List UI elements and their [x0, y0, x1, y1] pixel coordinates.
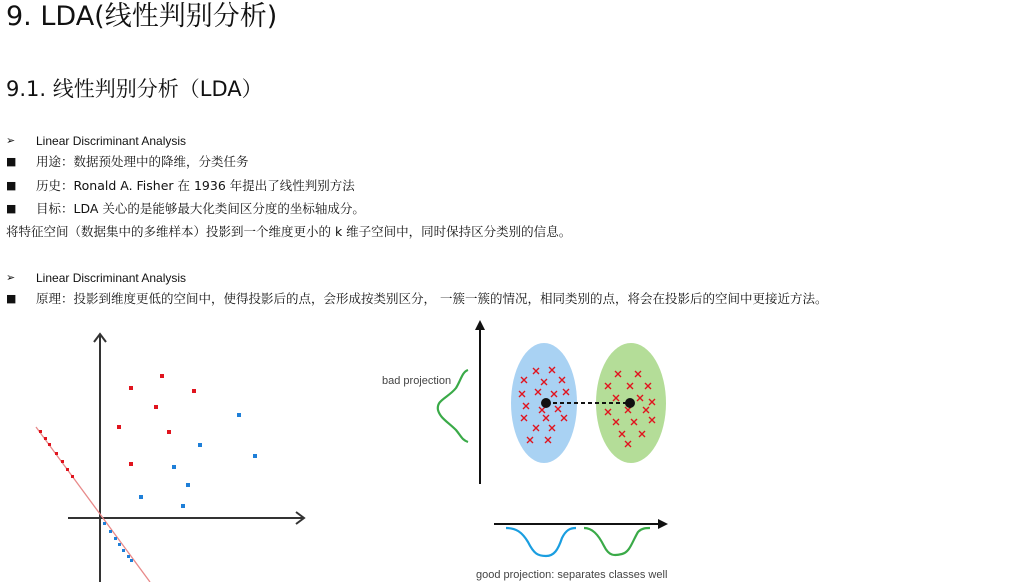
list-item: 原理：投影到维度更低的空间中，使得投影后的点，会形成按类别区分， 一簇一簇的情况，相同类别的点，将会在投影后的空间中更接近方法。 [36, 291, 828, 306]
square-bullet-icon: ■ [6, 202, 17, 215]
square-bullet-icon: ■ [6, 292, 17, 305]
list-item: 用途：数据预处理中的降维，分类任务 [36, 154, 249, 169]
section1-title: Linear Discriminant Analysis [36, 134, 187, 148]
arrow-bullet-icon: ➢ [6, 134, 16, 147]
list-item: 目标：LDA 关心的是能够最大化类间区分度的坐标轴成分。 [36, 201, 365, 216]
good-bad-projection-figure [376, 314, 690, 582]
page-title: 9. LDA(线性判别分析) [6, 1, 278, 32]
bad-projection-label: bad projection [382, 375, 452, 387]
square-bullet-icon: ■ [6, 155, 17, 168]
arrow-bullet-icon: ➢ [6, 271, 16, 284]
list-item: 历史：Ronald A. Fisher 在 1936 年提出了线性判别方法 [36, 178, 355, 193]
paragraph: 将特征空间（数据集中的多维样本）投影到一个维度更小的 k 维子空间中，同时保持区分类别的信息。 [6, 224, 572, 239]
projection-scatter-figure [30, 324, 330, 582]
square-bullet-icon: ■ [6, 179, 17, 192]
section-heading: 9.1. 线性判别分析（LDA） [6, 77, 263, 101]
good-projection-label: good projection: separates classes well [476, 569, 668, 581]
section2-title: Linear Discriminant Analysis [36, 271, 187, 285]
